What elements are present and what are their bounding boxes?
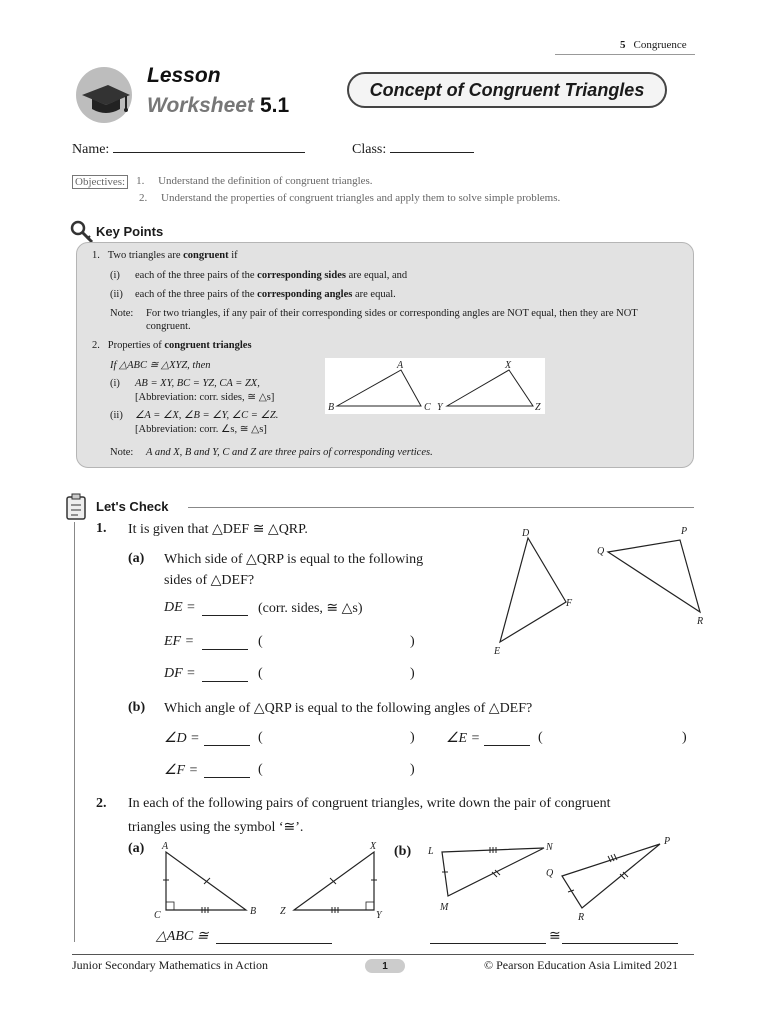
kp-point-1 xyxy=(92,249,238,262)
kp-point-2 xyxy=(92,339,252,352)
kp-text: Properties of xyxy=(107,340,165,351)
objectives-label: Objectives: xyxy=(72,175,128,189)
name-blank[interactable] xyxy=(113,138,305,153)
q2b-answer-blank-right[interactable] xyxy=(562,929,678,944)
q1a-label: (a) xyxy=(128,551,145,566)
q1a-text-1: Which side of △QRP is equal to the following xyxy=(164,552,424,567)
chapter-title: Congruence xyxy=(633,39,687,51)
label-N: N xyxy=(546,842,553,853)
label-B: B xyxy=(250,906,257,917)
worksheet-number: 5.1 xyxy=(259,94,290,117)
objective-text: Understand the properties of congruent triangles and apply them to solve simple problems. xyxy=(161,192,561,204)
paren-close: ) xyxy=(682,730,687,745)
kp-triangles-figure xyxy=(325,358,545,414)
kp-point-1-i xyxy=(110,269,407,282)
objective-num: 2. xyxy=(139,192,148,204)
paren-open: ( xyxy=(258,666,263,681)
note-text: A and X, B and Y, C and Z are three pairs of corresponding vertices. xyxy=(146,447,433,458)
objective-num: 1. xyxy=(136,175,145,187)
paren-close: ) xyxy=(410,634,415,649)
graduation-cap-icon xyxy=(76,67,132,123)
kp-bold: congruent xyxy=(183,250,229,261)
label-R: R xyxy=(697,616,704,627)
q1b-angD-blank[interactable] xyxy=(204,731,250,746)
footer-copyright: © Pearson Education Asia Limited 2021 xyxy=(484,958,679,972)
worksheet-label xyxy=(147,94,289,118)
kp-bold: congruent triangles xyxy=(164,340,252,351)
q1a-text-2: sides of △DEF? xyxy=(164,573,255,588)
objective-text: Understand the definition of congruent triangles. xyxy=(158,175,373,187)
label-P: P xyxy=(664,836,671,847)
kp-num: 1. xyxy=(92,250,100,261)
logo xyxy=(76,67,132,123)
label-Q: Q xyxy=(597,546,605,557)
q1a-df-blank[interactable] xyxy=(202,667,248,682)
kp-text: if xyxy=(228,250,238,261)
q2b-label: (b) xyxy=(394,844,412,859)
kp-text: each of the three pairs of the xyxy=(135,289,258,300)
q1a-de-reason: (corr. sides, ≅ △s) xyxy=(258,601,363,616)
class-field[interactable] xyxy=(352,138,474,158)
label-M: M xyxy=(440,902,449,913)
q1a-ef-blank[interactable] xyxy=(202,635,248,650)
label-Q: Q xyxy=(546,868,554,879)
q2a-answer-label: △ABC ≅ xyxy=(156,929,209,944)
triangle-qrp xyxy=(608,540,700,612)
q1b-angF-label: ∠F = xyxy=(164,763,199,778)
paren-open: ( xyxy=(258,762,263,777)
kp-text: each of the three pairs of the xyxy=(135,270,258,281)
kp-text: are equal, and xyxy=(345,270,408,281)
label-L: L xyxy=(428,846,434,857)
worksheet-text: Worksheet xyxy=(147,94,254,117)
q2-stem-2: triangles using the symbol ‘≅’. xyxy=(128,820,304,835)
lets-check-rule xyxy=(188,507,694,508)
kp-num: (i) xyxy=(110,270,120,281)
label-Y: Y xyxy=(437,402,443,413)
kp-bold: corresponding sides xyxy=(257,270,346,281)
label-Z: Z xyxy=(535,402,541,413)
objectives xyxy=(72,175,560,204)
q1-number: 1. xyxy=(96,521,107,536)
triangle-xyz xyxy=(294,852,374,910)
left-margin-rule xyxy=(74,522,75,942)
q1b-label: (b) xyxy=(128,700,146,715)
label-P: P xyxy=(681,526,688,537)
note-text: For two triangles, if any pair of their corresponding sides or corresponding angles are NOT equal, then they are NOT congruent. xyxy=(146,308,638,332)
checklist-icon xyxy=(64,492,90,522)
q2b-answer-blank-left[interactable] xyxy=(430,929,546,944)
q2b-triangles-figure xyxy=(420,834,680,926)
q2b-congruent-symbol: ≅ xyxy=(549,929,561,944)
kp-text: ∠A = ∠X, ∠B = ∠Y, ∠C = ∠Z. xyxy=(135,410,279,421)
kp-note-2 xyxy=(110,446,433,459)
topic-title-box xyxy=(347,72,667,108)
q1a-de-blank[interactable] xyxy=(202,601,248,616)
name-label: Name: xyxy=(72,142,110,157)
header-rule xyxy=(555,54,695,55)
kp-num: (ii) xyxy=(110,289,123,300)
q1a-df-label: DF = xyxy=(164,666,196,681)
kp-note-1 xyxy=(110,307,680,333)
label-F: F xyxy=(566,598,573,609)
paren-close: ) xyxy=(410,666,415,681)
class-label: Class: xyxy=(352,142,387,157)
triangle-pqr xyxy=(562,844,660,908)
kp-point-1-ii xyxy=(110,288,396,301)
page-number: 1 xyxy=(365,959,405,973)
q2a-triangles-figure xyxy=(150,838,390,924)
key-icon xyxy=(70,220,96,244)
name-field[interactable] xyxy=(72,138,305,158)
class-blank[interactable] xyxy=(390,138,474,153)
label-A: A xyxy=(397,360,404,371)
kp-prop-ii xyxy=(110,409,278,422)
note-label: Note: xyxy=(110,447,134,458)
label-E: E xyxy=(494,646,501,657)
q2a-label: (a) xyxy=(128,841,145,856)
q1-stem: It is given that △DEF ≅ △QRP. xyxy=(128,522,308,537)
chapter-number: 5 xyxy=(620,39,626,51)
kp-prop-i xyxy=(110,377,260,390)
label-B: B xyxy=(328,402,335,413)
kp-num: (ii) xyxy=(110,410,123,421)
q1b-angF-blank[interactable] xyxy=(204,763,250,778)
kp-prop-i-abbr: [Abbreviation: corr. sides, ≅ △s] xyxy=(135,392,275,403)
chapter-header xyxy=(620,39,687,51)
triangle-def xyxy=(500,538,566,642)
q2-number: 2. xyxy=(96,796,107,811)
paren-open: ( xyxy=(258,634,263,649)
kp-text: Two triangles are xyxy=(107,250,184,261)
lesson-label: Lesson xyxy=(147,64,221,87)
triangle-abc xyxy=(166,852,246,910)
label-X: X xyxy=(505,360,512,371)
q2-stem-1: In each of the following pairs of congruent triangles, write down the pair of congruent xyxy=(128,796,611,811)
q1b-angE-label: ∠E = xyxy=(446,731,481,746)
q1b-angE-blank[interactable] xyxy=(484,731,530,746)
label-C: C xyxy=(154,910,161,921)
q1-triangles-figure xyxy=(490,522,710,662)
kp-prop-ii-abbr: [Abbreviation: corr. ∠s, ≅ △s] xyxy=(135,424,267,435)
triangle-lmn xyxy=(442,848,544,896)
footer-rule xyxy=(72,954,694,955)
kp-text: are equal. xyxy=(352,289,396,300)
q1a-ef-label: EF = xyxy=(164,634,195,649)
paren-close: ) xyxy=(410,762,415,777)
kp-if-line: If △ABC ≅ △XYZ, then xyxy=(110,360,211,371)
label-A: A xyxy=(162,841,169,852)
label-Y: Y xyxy=(376,910,382,921)
q1a-de-label: DE = xyxy=(164,600,196,615)
label-X: X xyxy=(370,841,377,852)
topic-title: Concept of Congruent Triangles xyxy=(369,79,645,100)
label-D: D xyxy=(522,528,530,539)
paren-close: ) xyxy=(410,730,415,745)
q1b-angD-label: ∠D = xyxy=(164,731,200,746)
footer-book-title: Junior Secondary Mathematics in Action xyxy=(72,958,268,972)
kp-num: (i) xyxy=(110,378,120,389)
kp-text: AB = XY, BC = YZ, CA = ZX, xyxy=(135,378,260,389)
kp-num: 2. xyxy=(92,340,100,351)
label-C: C xyxy=(424,402,431,413)
kp-bold: corresponding angles xyxy=(257,289,353,300)
label-R: R xyxy=(578,912,585,923)
q1b-text: Which angle of △QRP is equal to the following angles of △DEF? xyxy=(164,701,533,716)
note-label: Note: xyxy=(110,308,134,319)
key-points-title: Key Points xyxy=(96,224,164,239)
paren-open: ( xyxy=(258,730,263,745)
paren-open: ( xyxy=(538,730,543,745)
q2a-answer-blank[interactable] xyxy=(216,929,332,944)
lets-check-title: Let's Check xyxy=(96,499,169,514)
label-Z: Z xyxy=(280,906,286,917)
